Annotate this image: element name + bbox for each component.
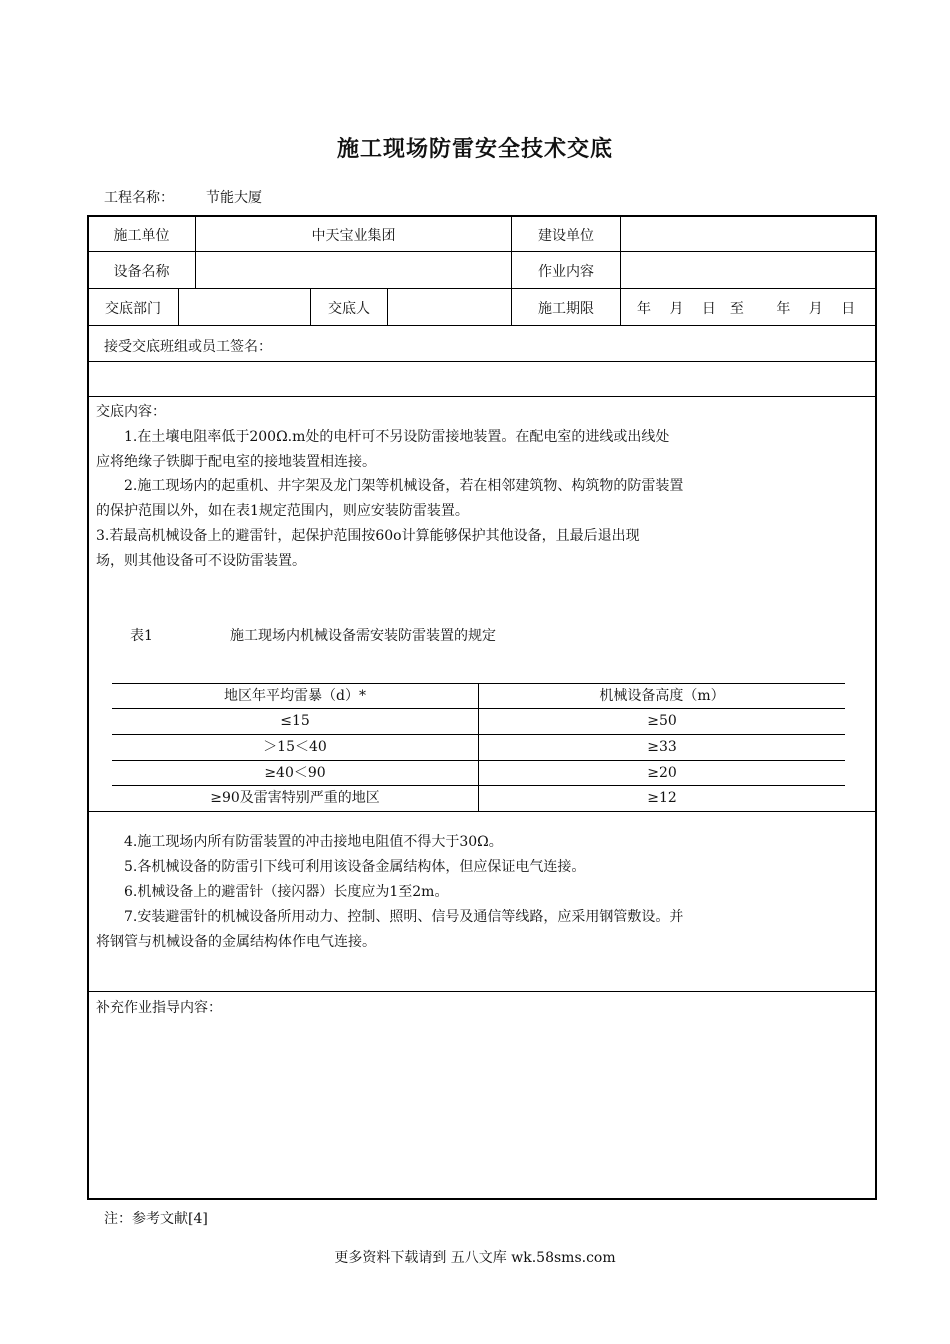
content-line: 4.施工现场内所有防雷装置的冲击接地电阻值不得大于30Ω。 (96, 834, 503, 850)
project-name-value: 节能大厦 (206, 190, 262, 206)
footer-download-text[interactable]: 更多资料下载请到 五八文库 wk.58sms.com (334, 1250, 616, 1266)
construction-period-label: 施工期限 (538, 301, 594, 317)
project-name-label: 工程名称： (104, 190, 174, 206)
table-caption-number: 表1 (130, 628, 153, 644)
table-cell: ≥33 (647, 739, 677, 755)
work-content-label: 作业内容 (538, 264, 594, 280)
table-header-cell: 机械设备高度（m） (599, 688, 725, 704)
table-row (112, 734, 845, 760)
table-row (112, 708, 845, 734)
form-row-divider (88, 325, 876, 326)
form-row-divider (88, 991, 876, 992)
table-cell: ＞15＜40 (263, 739, 327, 755)
table-row (112, 760, 845, 786)
form-row-divider (88, 361, 876, 362)
content-line: 场，则其他设备可不设防雷装置。 (96, 553, 306, 569)
supplement-area[interactable] (96, 1022, 866, 1192)
equipment-name-label: 设备名称 (113, 264, 170, 280)
table-header-row (112, 683, 845, 709)
content-line: 7.安装避雷针的机械设备所用动力、控制、照明、信号及通信等线路，应采用钢管敷设。并 (96, 909, 684, 925)
form-row-divider (88, 288, 876, 289)
construction-unit-value[interactable]: 中天宝业集团 (311, 228, 396, 244)
table-cell: ≥20 (647, 765, 677, 781)
form-row-divider (88, 251, 876, 252)
form-col-divider (178, 288, 179, 325)
form-col-divider (620, 216, 621, 325)
table-header-cell: 地区年平均雷暴（d）* (224, 688, 366, 704)
content-line: 的保护范围以外，如在表1规定范围内，则应安装防雷装置。 (96, 503, 469, 519)
lightning-regulation-table (112, 683, 845, 811)
construction-period-value[interactable]: 年 月 日 至 年 月 日 (637, 301, 856, 317)
content-line: 3.若最高机械设备上的避雷针，起保护范围按60o计算能够保护其他设备，且最后退出现 (96, 528, 640, 544)
supplement-label: 补充作业指导内容： (96, 1000, 222, 1016)
table-row (112, 785, 845, 811)
table-cell: ≥90及雷害特别严重的地区 (210, 790, 380, 806)
disclosure-dept-label: 交底部门 (105, 301, 161, 317)
table-cell: ≥40＜90 (264, 765, 326, 781)
construction-unit-label: 施工单位 (113, 228, 170, 244)
form-col-divider (387, 288, 388, 325)
disclosure-person-label: 交底人 (328, 301, 370, 317)
signature-label: 接受交底班组或员工签名： (104, 339, 272, 355)
content-line: 将钢管与机械设备的金属结构体作电气连接。 (96, 934, 376, 950)
table-caption: 施工现场内机械设备需安装防雷装置的规定 (230, 628, 496, 644)
page-title: 施工现场防雷安全技术交底 (336, 137, 613, 162)
builder-unit-label: 建设单位 (538, 228, 594, 244)
content-line: 5.各机械设备的防雷引下线可利用该设备金属结构体，但应保证电气连接。 (96, 859, 586, 875)
content-line: 6.机械设备上的避雷针（接闪器）长度应为1至2m。 (96, 884, 449, 900)
form-row-divider (88, 811, 876, 812)
form-row-divider (88, 396, 876, 397)
reference-note: 注：参考文献[4] (104, 1211, 208, 1227)
content-line: 应将绝缘子铁脚于配电室的接地装置相连接。 (96, 454, 376, 470)
table-cell: ≤15 (280, 713, 310, 729)
table-cell: ≥50 (647, 713, 677, 729)
content-heading: 交底内容： (96, 404, 166, 420)
content-line: 2.施工现场内的起重机、井字架及龙门架等机械设备，若在相邻建筑物、构筑物的防雷装置 (96, 478, 684, 494)
table-cell: ≥12 (647, 790, 677, 806)
signature-area[interactable] (96, 366, 866, 392)
content-line: 1.在土壤电阻率低于200Ω.m处的电杆可不另设防雷接地装置。在配电室的进线或出线处 (96, 429, 670, 445)
